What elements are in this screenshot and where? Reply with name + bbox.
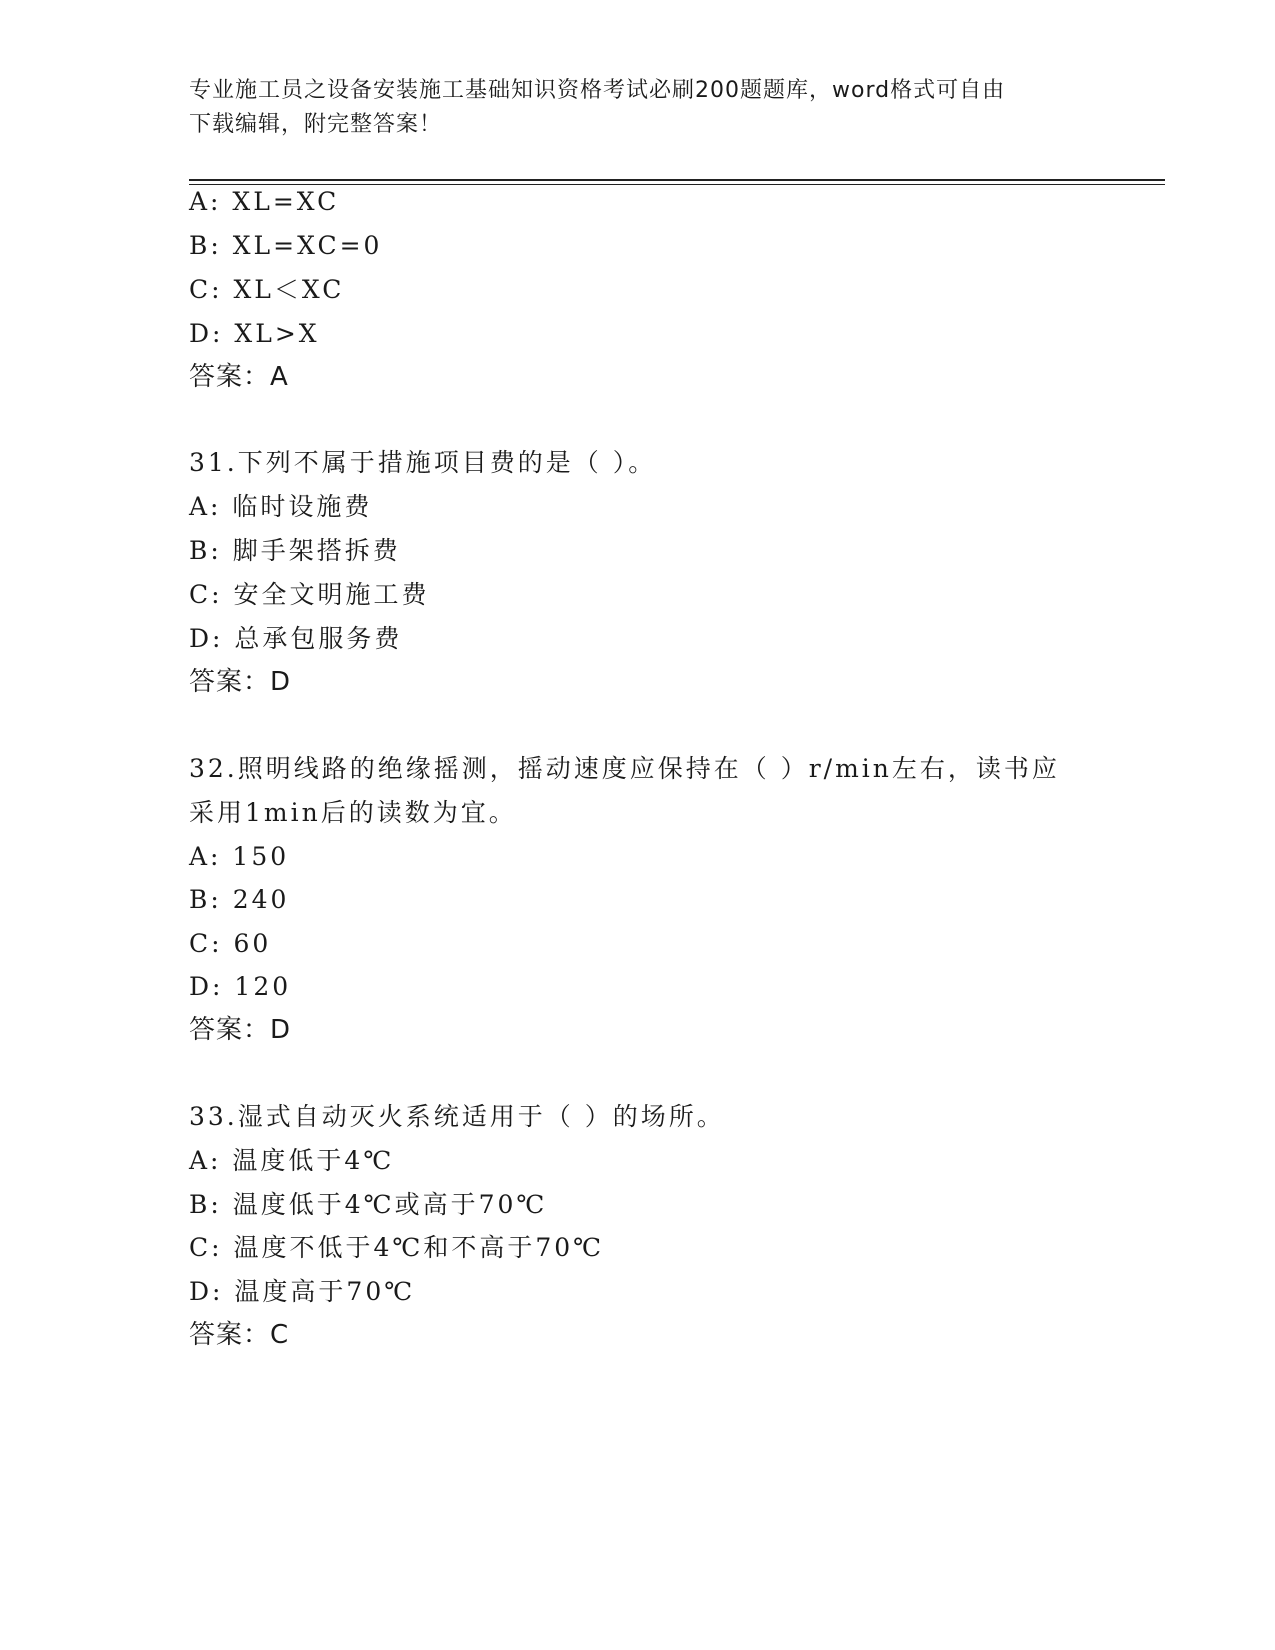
header-line-2: 下载编辑，附完整答案！ [189,112,443,137]
q32-stem-line-2: 采用1min后的读数为宜。 [189,798,517,827]
q32-stem-line-1: 32.照明线路的绝缘摇测，摇动速度应保持在（ ）r/min左右，读书应 [189,754,1060,783]
q31-stem: 31.下列不属于措施项目费的是（ ）。 [189,448,657,477]
q30-option-b: B: XL=XC=0 [189,231,383,260]
q33-answer: 答案：C [189,1320,290,1350]
q32-option-a: A: 150 [189,842,290,871]
q30-option-c: C: XL＜XC [189,275,345,304]
document-header [189,74,1089,142]
q33-option-b: B: 温度低于4℃或高于70℃ [189,1190,548,1219]
q31-option-d: D: 总承包服务费 [189,624,403,653]
q32-option-d: D: 120 [189,972,292,1001]
q33-option-d: D: 温度高于70℃ [189,1277,416,1306]
q31-answer: 答案：D [189,667,292,697]
q31-option-c: C: 安全文明施工费 [189,580,430,609]
q30-answer: 答案：A [189,362,289,392]
q33-option-c: C: 温度不低于4℃和不高于70℃ [189,1233,605,1262]
q30-option-d: D: XL>X [189,319,320,348]
q31-option-a: A: 临时设施费 [189,492,373,521]
q33-stem: 33.湿式自动灭火系统适用于（ ）的场所。 [189,1102,725,1131]
header-divider-thick [189,179,1165,181]
q33-option-a: A: 温度低于4℃ [189,1146,395,1175]
q30-option-a: A: XL=XC [189,187,340,216]
q32-option-b: B: 240 [189,885,290,914]
header-line-1: 专业施工员之设备安装施工基础知识资格考试必刷200题题库，word格式可自由 [189,78,1006,103]
q32-answer: 答案：D [189,1015,292,1045]
q31-option-b: B: 脚手架搭拆费 [189,536,401,565]
q32-option-c: C: 60 [189,929,272,958]
